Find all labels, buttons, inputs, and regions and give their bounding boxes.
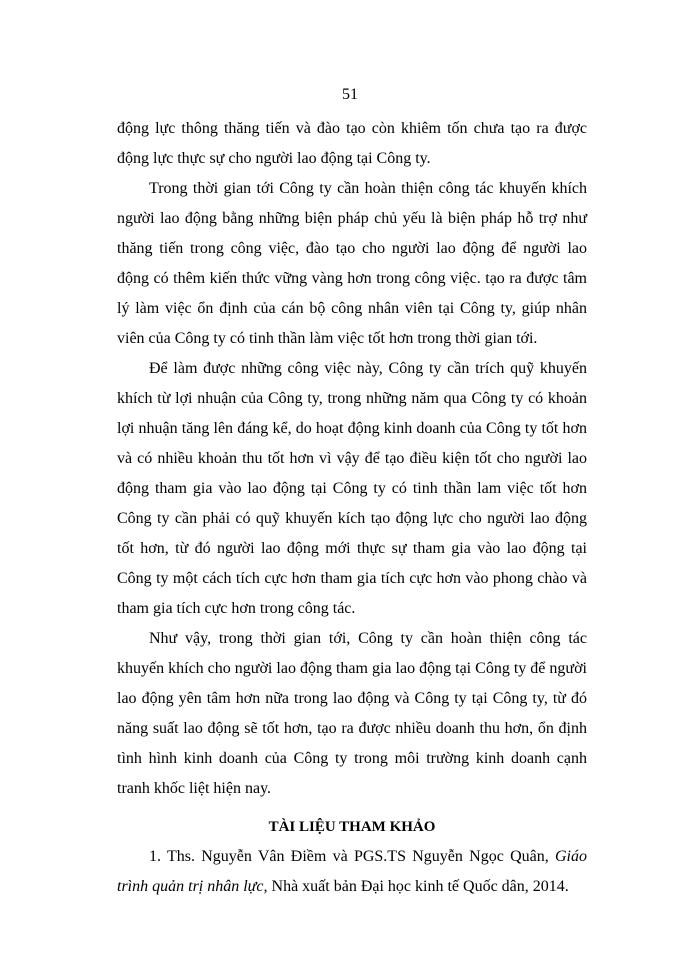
paragraph-1: động lực thông thăng tiến và đào tạo còn khiêm tốn chưa tạo ra được động lực thực sự cho người lao động tại Công ty. bbox=[117, 120, 587, 167]
reference-item-1 bbox=[117, 842, 587, 902]
paragraph-3: Để làm được những công việc này, Công ty cần trích quỹ khuyến khích từ lợi nhuận của Công ty, trong những năm qua Công ty có khoản lợi nhuận tăng lên đáng kể, do hoạt động kinh doanh của Công ty tốt hơn và có nhiều khoản thu tốt hơn vì vậy để tạo điều kiện tốt cho người lao động tham gia vào lao động tại Công ty có tinh thần lam việc tốt hơn Công ty cần phải có quỹ khuyến kích tạo động lực cho người lao động tốt hơn, từ đó người lao động mới thực sự tham gia vào lao động tại Công ty một cách tích cực hơn tham gia tích cực hơn vào phong chào và tham gia tích cực hơn trong công tác. bbox=[117, 360, 587, 617]
paragraph-2: Trong thời gian tới Công ty cần hoàn thiện công tác khuyến khích người lao động bằng những biện pháp chủ yếu là biện pháp hỗ trợ như thăng tiến trong công việc, đào tạo cho người lao động để người lao động có thêm kiến thức vững vàng hơn trong công việc. tạo ra được tâm lý làm việc ổn định của cán bộ công nhân viên tại Công ty, giúp nhân viên của Công ty có tinh thần làm việc tốt hơn trong thời gian tới. bbox=[117, 180, 587, 347]
document-body bbox=[117, 114, 587, 902]
page-number: 51 bbox=[342, 86, 358, 103]
references-title: TÀI LIỆU THAM KHẢO bbox=[268, 819, 436, 835]
reference-suffix: Nhà xuất bản Đại học kinh tế Quốc dân, 2014. bbox=[267, 878, 569, 895]
reference-book-title: Giáo trình quản trị nhân lực, bbox=[117, 848, 587, 895]
reference-prefix: 1. Ths. Nguyễn Vân Điềm và PGS.TS Nguyễn Ngọc Quân, bbox=[149, 848, 555, 865]
paragraph-4: Như vậy, trong thời gian tới, Công ty cần hoàn thiện công tác khuyến khích cho người lao động tham gia lao động tại Công ty để người lao động yên tâm hơn nữa trong lao động và Công ty tại Công ty, từ đó năng suất lao động sẽ tốt hơn, tạo ra được nhiều doanh thu hơn, ổn định tình hình kinh doanh của Công ty trong môi trường kinh doanh cạnh tranh khốc liệt hiện nay. bbox=[117, 630, 587, 797]
